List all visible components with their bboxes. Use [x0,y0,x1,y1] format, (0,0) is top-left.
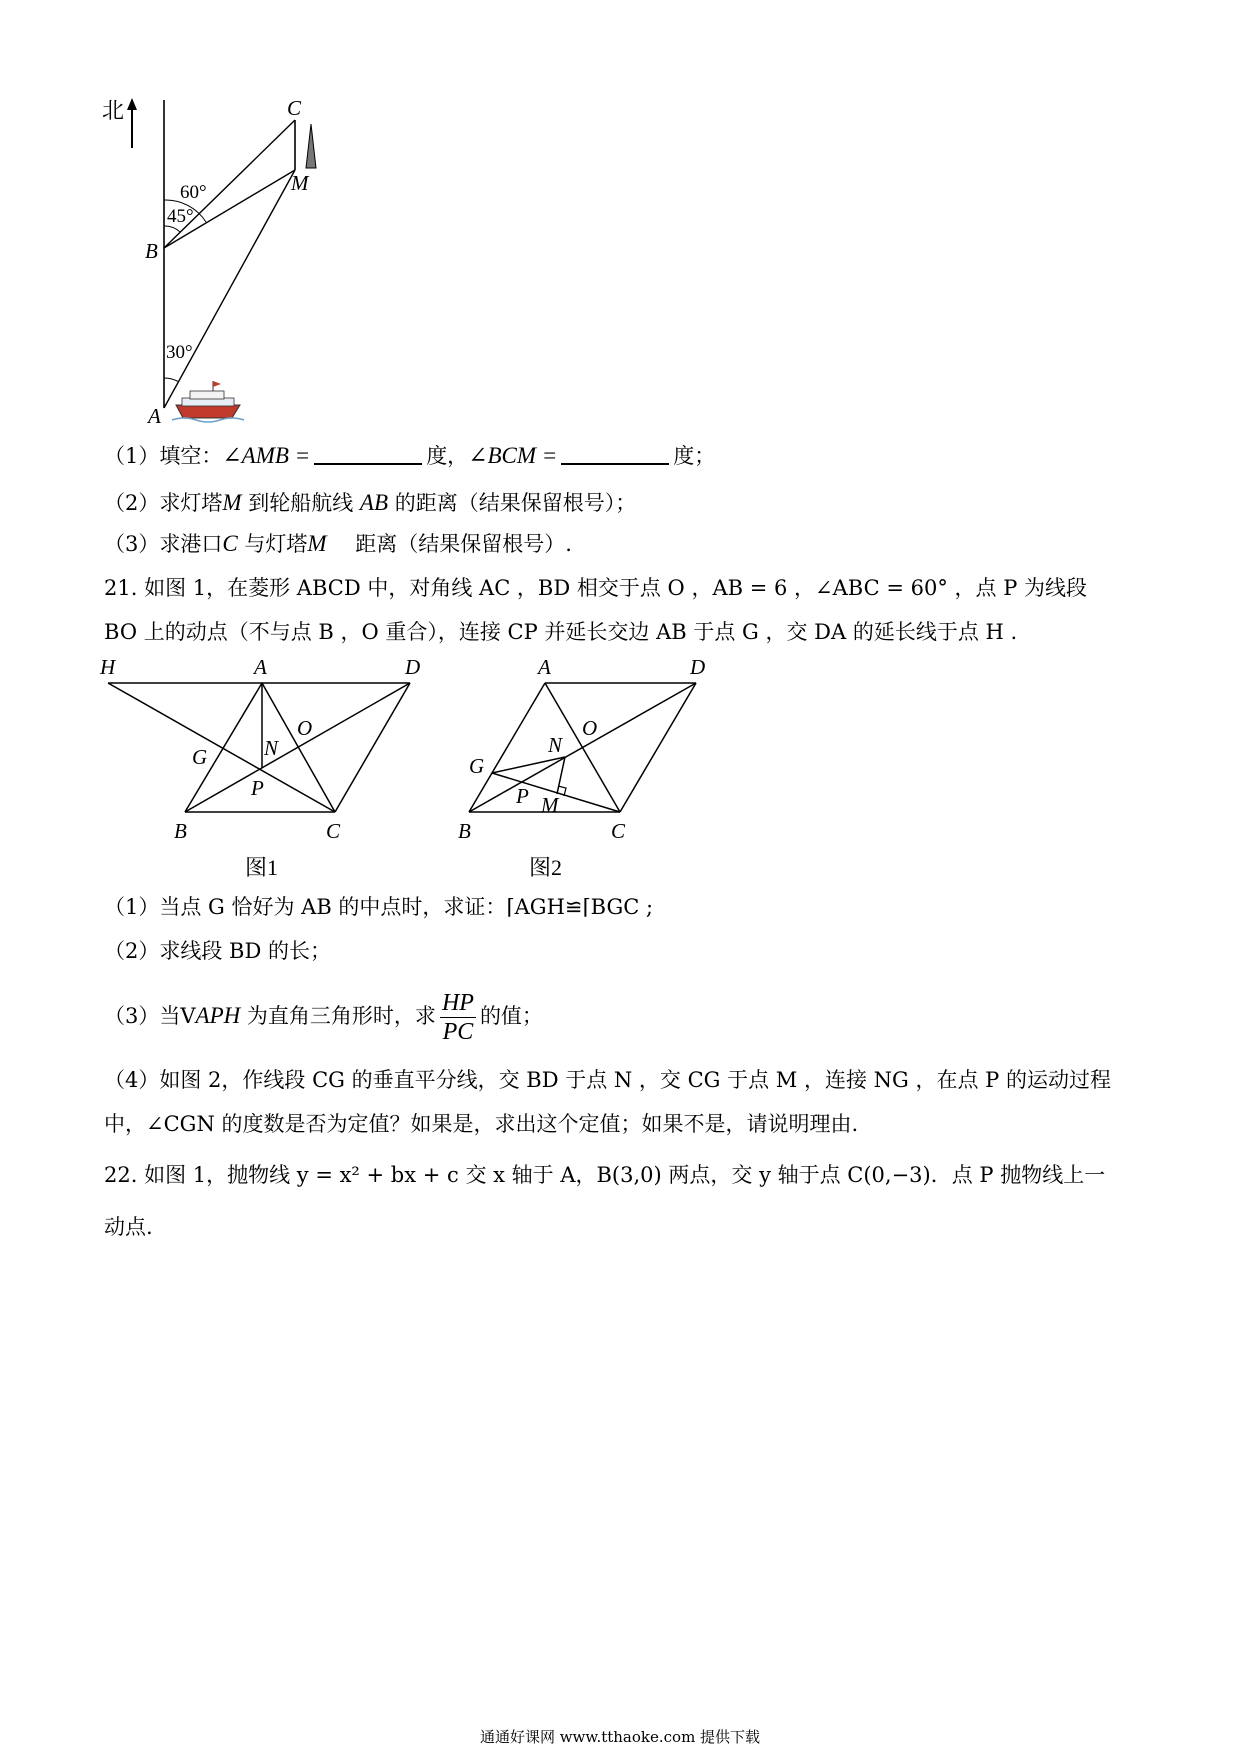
q21-part1: （1）当点 G 恰好为 AB 的中点时，求证：⌈AGH≌⌈BGC ; [104,895,654,919]
q20-part2-text-b: 到轮船航线 [248,491,354,515]
lighthouse-icon [306,124,316,168]
angle-label-30: 30° [166,342,193,363]
fig2-caption: 图2 [529,855,563,880]
fig1-caption: 图1 [245,855,279,880]
q20-part2-ab: AB [359,490,389,515]
q20-angle-bcm: ∠BCM = [468,443,558,468]
fig2-label-G: G [469,754,485,778]
q21-stem-line2: BO 上的动点（不与点 B ，O 重合），连接 CP 并延长交边 AB 于点 G ，交 DA 的延长线于点 H . [104,620,1018,644]
q21-part3-post: 的值； [479,1004,543,1028]
point-label-B: B [145,239,158,263]
fig2-line-GN [492,757,565,773]
q22-stem-line2: 动点. [104,1215,153,1239]
fig1-diagonal-BD [185,683,410,812]
q20-part3 [104,529,572,559]
fig2-label-D: D [690,655,706,679]
fraction-denominator: PC [442,1019,474,1045]
q21-part3 [104,986,543,1046]
fig2-label-N: N [548,733,563,757]
fraction-numerator: HP [441,990,474,1016]
q21-part4-line1: （4）如图 2，作线段 CG 的垂直平分线，交 BD 于点 N ，交 CG 于点 M ，连接 NG ，在点 P 的运动过程 [104,1068,1111,1092]
q21-part3-aph: APH [195,1003,241,1028]
fig2-label-C: C [611,819,626,843]
fig1-label-O: O [297,716,313,740]
q20-blank-bcm[interactable] [561,443,669,465]
fig1-label-P: P [251,776,264,800]
fig2-side-AB [469,683,545,812]
q20-part3-text-a: （3）求港口 [104,532,223,556]
fig1-label-H: H [100,655,116,679]
fig1-side-CD [335,683,410,812]
fig2-label-P: P [516,784,529,808]
q20-part2 [104,488,636,518]
fig1-label-G: G [192,745,208,769]
north-label: 北 [102,98,125,123]
fig2-side-CD [620,683,696,812]
point-label-A: A [148,404,161,428]
angle-label-60: 60° [180,182,207,203]
q22-stem-line1: 22. 如图 1，抛物线 y = x² + bx + c 交 x 轴于 A，B(3,0) 两点，交 y 轴于点 C(0,−3)．点 P 抛物线上一 [104,1163,1106,1187]
q20-unit-2: 度； [673,444,716,468]
ship-icon [172,381,244,422]
q20-blank-amb[interactable] [314,443,422,465]
q20-part2-m: M [222,490,242,515]
figure-ship-lighthouse [100,95,360,475]
angle-arc-30 [164,378,179,382]
fig2-label-M: M [541,793,559,817]
q20-part2-text-c: 的距离（结果保留根号）； [394,491,637,515]
q20-part1 [104,441,715,471]
fig1-label-C: C [326,819,341,843]
point-label-C: C [287,96,302,120]
q20-part3-text-d: 距离（结果保留根号）. [355,532,572,556]
q21-part4-line2: 中，∠CGN 的度数是否为定值？如果是，求出这个定值；如果不是，请说明理由. [104,1112,859,1136]
q20-unit-1: 度， [426,444,469,468]
q21-part3-fraction [440,989,476,1046]
angle-label-45: 45° [167,206,194,227]
q21-part3-prefix: （3）当V [104,1004,196,1028]
north-arrowhead [127,98,137,110]
q20-angle-amb: ∠AMB = [222,443,311,468]
page-footer: 通通好课网 www.tthaoke.com 提供下载 [479,1728,761,1746]
q21-stem-line1: 21. 如图 1，在菱形 ABCD 中，对角线 AC ，BD 相交于点 O ，AB = 6 ，∠ABC = 60° ，点 P 为线段 [104,576,1087,600]
figure-1-rhombus [95,650,440,885]
figure-2-rhombus [450,650,730,885]
q20-part2-text-a: （2）求灯塔 [104,491,223,515]
fig1-label-A: A [254,655,267,679]
fig1-label-D: D [405,655,421,679]
q21-part2: （2）求线段 BD 的长； [104,939,331,963]
fig2-label-A: A [538,655,551,679]
fig1-label-N: N [264,736,279,760]
fig1-line-HC [108,683,335,812]
fig1-label-B: B [174,819,187,843]
q21-part3-mid: 为直角三角形时，求 [240,1004,436,1028]
fig2-line-NM [557,757,565,794]
fig2-diagonal-BD [469,683,696,812]
fig2-label-B: B [458,819,471,843]
q20-part1-prefix: （1）填空： [104,444,223,468]
q20-part3-text-b: 与灯塔 [244,532,308,556]
q20-part3-c: C [222,531,238,556]
point-label-M: M [291,171,309,195]
fig2-label-O: O [582,716,598,740]
q20-part3-m: M [307,531,327,556]
